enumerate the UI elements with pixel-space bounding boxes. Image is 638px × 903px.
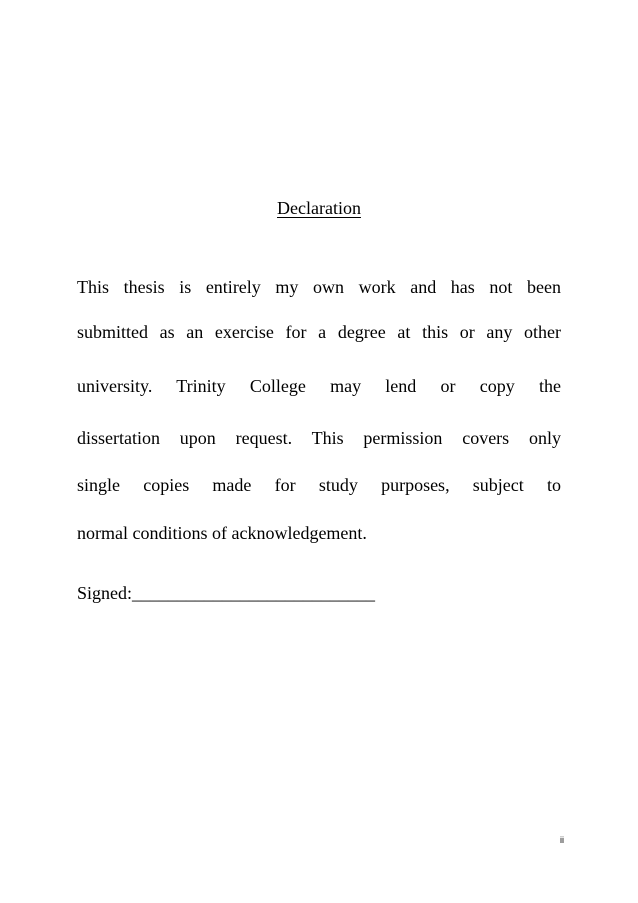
declaration-line-2: submitted as an exercise for a degree at this or any other xyxy=(77,322,561,342)
declaration-line-1: This thesis is entirely my own work and has not been xyxy=(77,277,561,297)
declaration-line-6: normal conditions of acknowledgement. xyxy=(77,523,367,543)
declaration-heading: Declaration xyxy=(277,198,361,218)
declaration-line-3: university. Trinity College may lend or copy the xyxy=(77,376,561,396)
declaration-line-4: dissertation upon request. This permission covers only xyxy=(77,428,561,448)
signature-line: Signed:___________________________ xyxy=(77,583,376,603)
declaration-line-5: single copies made for study purposes, subject to xyxy=(77,475,561,495)
page-number: ii xyxy=(560,835,564,845)
